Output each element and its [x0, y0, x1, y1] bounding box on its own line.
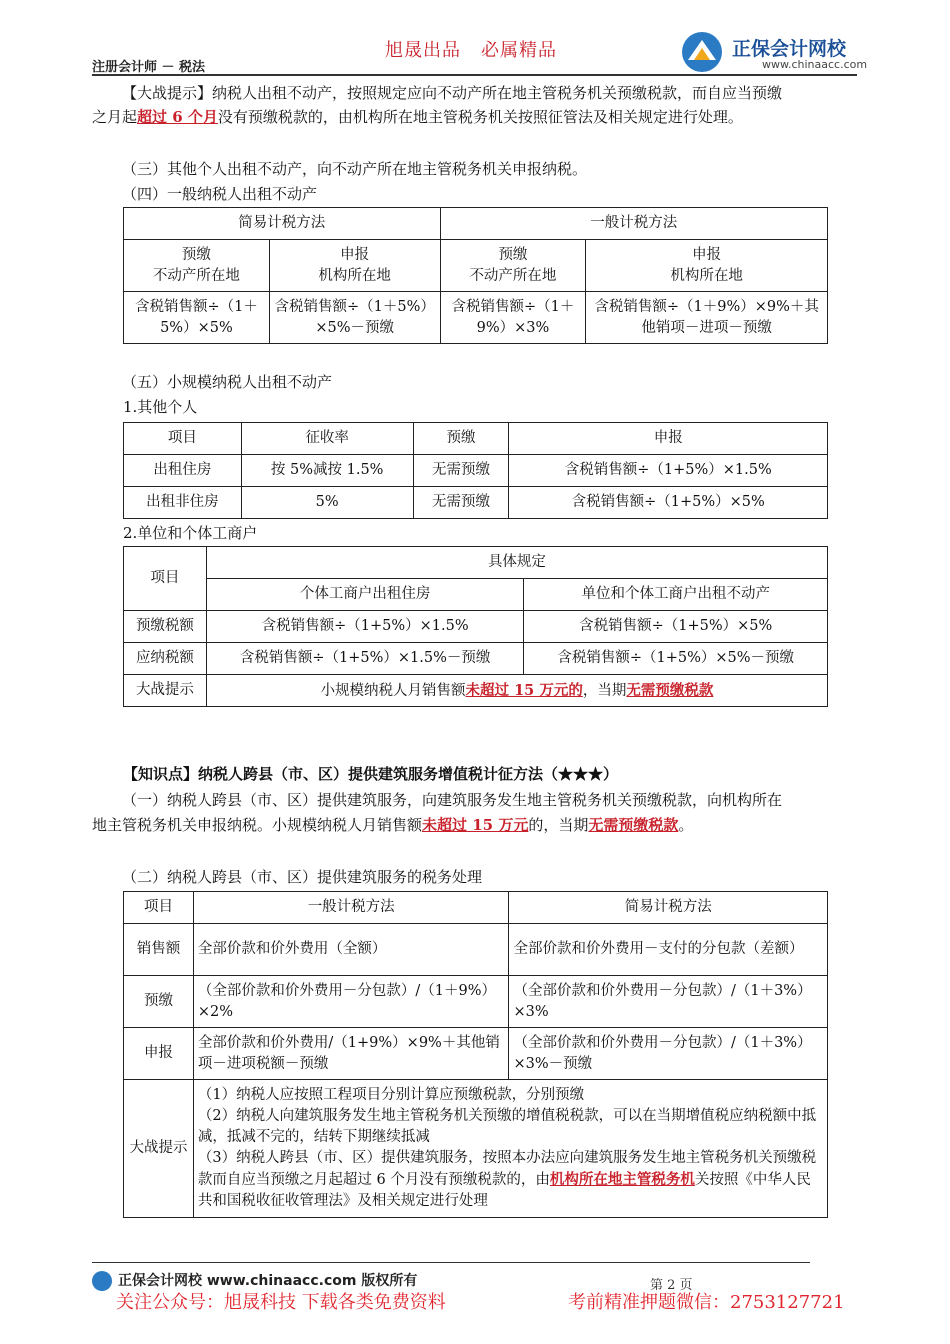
- table-cell: 无需预缴: [413, 487, 509, 519]
- th-rules: 具体规定: [206, 547, 827, 579]
- table-cell: 预缴: [124, 976, 194, 1028]
- table-row: [124, 675, 828, 707]
- para-text: 。: [678, 816, 694, 834]
- logo-name: 正保会计网校: [732, 38, 847, 60]
- promo-right: 考前精准押题微信：2753127721: [568, 1292, 845, 1313]
- table-cell: （全部价款和价外费用－分包款）/（1＋3%）×3%: [509, 976, 828, 1028]
- knowledge-p2: [92, 812, 862, 838]
- th-general: 一般计税方法: [440, 208, 827, 240]
- table-row: [124, 976, 828, 1028]
- footer-divider: [92, 1262, 810, 1263]
- table-cell: 含税销售额÷（1+5%）×1.5%: [206, 611, 524, 643]
- section-5: （五）小规模纳税人出租不动产: [122, 373, 333, 391]
- table-header: 项目: [124, 892, 194, 924]
- table-cell: 申报: [124, 1028, 194, 1080]
- general-taxpayer-table: [123, 207, 828, 344]
- table-header: 一般计税方法: [193, 892, 509, 924]
- th-item: 项目: [124, 547, 207, 611]
- footer-logo-icon: [92, 1271, 112, 1291]
- individual-rental-table: [123, 422, 828, 519]
- table-cell: 含税销售额÷（1＋5%）×5%－预缴: [269, 292, 440, 344]
- slogan-b: 必属精品: [481, 40, 557, 61]
- highlight-6-months: 超过 6 个月: [137, 108, 218, 126]
- table-cell: 出租非住房: [124, 487, 242, 519]
- th-unit-property: 单位和个体工商户出租不动产: [524, 579, 828, 611]
- highlight-15w: 未超过 15 万元的: [465, 681, 583, 699]
- logo-url: www.chinaacc.com: [762, 58, 868, 71]
- table-cell: 应纳税额: [124, 643, 207, 675]
- table-cell: 含税销售额÷（1＋5%）×5%: [124, 292, 270, 344]
- table-cell: （全部价款和价外费用－分包款）/（1＋9%）×2%: [193, 976, 509, 1028]
- table-cell: 出租住房: [124, 455, 242, 487]
- table-row: [124, 1080, 828, 1218]
- tip-label: 【大战提示】: [122, 84, 213, 102]
- header-divider: [92, 74, 857, 76]
- table-cell: 含税销售额÷（1+5%）×1.5%－预缴: [206, 643, 524, 675]
- tip-item: （2）纳税人向建筑服务发生地主管税务机关预缴的增值税税款，可以在当期增值税应纳税额中抵减，抵减不完的，结转下期继续抵减: [197, 1108, 817, 1145]
- table-cell: 大战提示: [124, 1080, 194, 1218]
- tip-rental-line2: [92, 104, 862, 130]
- table-cell: 无需预缴: [413, 455, 509, 487]
- table-row: [124, 924, 828, 976]
- table-cell: 大战提示: [124, 675, 207, 707]
- th-prepay: 预缴 不动产所在地: [124, 240, 270, 292]
- page-number: 第 2 页: [650, 1278, 693, 1293]
- table-header: 预缴: [413, 423, 509, 455]
- para-text: 地主管税务机关申报纳税。小规模纳税人月销售额: [92, 816, 423, 834]
- table-cell: 含税销售额÷（1+5%）×5%: [509, 487, 828, 519]
- table-cell: 含税销售额÷（1＋9%）×3%: [440, 292, 586, 344]
- tip-item: [198, 1148, 823, 1212]
- tip-text: ，当期: [582, 682, 627, 699]
- table-cell: 5%: [241, 487, 413, 519]
- unit-rental-table: [123, 546, 828, 707]
- th-declare: 申报 机构所在地: [269, 240, 440, 292]
- table-cell: 预缴税额: [124, 611, 207, 643]
- table-header: 申报: [509, 423, 828, 455]
- tip-rental-line1: [92, 80, 862, 106]
- table-cell: 按 5%减按 1.5%: [241, 455, 413, 487]
- knowledge-title: 【知识点】纳税人跨县（市、区）提供建筑服务增值税计征方法（★★★）: [123, 765, 619, 783]
- tip-text: 之月起: [92, 108, 138, 126]
- th-declare: 申报 机构所在地: [586, 240, 828, 292]
- para-text: 的，当期: [528, 816, 589, 834]
- knowledge-p3: （二）纳税人跨县（市、区）提供建筑服务的税务处理: [122, 868, 483, 886]
- tip-cell: [193, 1080, 827, 1218]
- table-cell: 全部价款和价外费用（全额）: [193, 924, 509, 976]
- logo-emblem-icon: [680, 30, 728, 74]
- tip-item: （1）纳税人应按照工程项目分别计算应预缴税款，分别预缴: [197, 1087, 585, 1103]
- knowledge-p1: （一）纳税人跨县（市、区）提供建筑服务，向建筑服务发生地主管税务机关预缴税款，向机构所在: [122, 791, 783, 809]
- tip-text: （3）纳税人跨县（市、区）提供建筑服务，按照本办法应向建筑服务发生地主管税务机关预缴税款而自应当预缴之月起超过 6 个月没有预缴税款的，由: [197, 1150, 817, 1188]
- table-cell: 全部价款和价外费用－支付的分包款（差额）: [509, 924, 828, 976]
- table-cell: 含税销售额÷（1＋9%）×9%＋其他销项－进项－预缴: [586, 292, 828, 344]
- table-header: 征收率: [241, 423, 413, 455]
- section-3: （三）其他个人出租不动产，向不动产所在地主管税务机关申报纳税。: [122, 160, 588, 178]
- table-row: [124, 643, 828, 675]
- doc-subject: 注册会计师 － 税法: [92, 60, 206, 75]
- slogan-a: 旭晟出品: [385, 40, 461, 61]
- publisher-slogan: [385, 36, 577, 62]
- section-4: （四）一般纳税人出租不动产: [122, 185, 318, 203]
- table-cell: 全部价款和价外费用/（1+9%）×9%＋其他销项－进项税额－预缴: [193, 1028, 509, 1080]
- tip-text: 没有预缴税款的，由机构所在地主管税务机关按照征管法及相关规定进行处理。: [217, 108, 743, 126]
- highlight-institution: 机构所在地主管税务机: [549, 1171, 695, 1188]
- table-row: [124, 1028, 828, 1080]
- highlight-no-prepay: 无需预缴税款: [626, 681, 714, 699]
- table-row: [124, 455, 828, 487]
- th-prepay: 预缴 不动产所在地: [440, 240, 586, 292]
- table-header: 项目: [124, 423, 242, 455]
- table-header: 简易计税方法: [509, 892, 828, 924]
- footer-copyright: 正保会计网校 www.chinaacc.com 版权所有: [118, 1273, 418, 1289]
- brand-logo: [680, 30, 868, 74]
- table-row: [124, 611, 828, 643]
- subsection-1: 1.其他个人: [123, 398, 198, 416]
- construction-service-table: [123, 891, 828, 1218]
- tip-text: 小规模纳税人月销售额: [320, 682, 466, 699]
- tip-text: 关按照《中华人民共和国税收征收管理法》及相关规定进行处理: [197, 1172, 811, 1209]
- table-cell: 含税销售额÷（1+5%）×5%: [524, 611, 828, 643]
- table-cell: 含税销售额÷（1+5%）×5%－预缴: [524, 643, 828, 675]
- th-simple: 简易计税方法: [124, 208, 441, 240]
- table-cell: 销售额: [124, 924, 194, 976]
- tip-cell: [206, 675, 827, 707]
- promo-left: 关注公众号：旭晟科技 下载各类免费资料: [116, 1292, 446, 1313]
- table-cell: 含税销售额÷（1+5%）×1.5%: [509, 455, 828, 487]
- subsection-2: 2.单位和个体工商户: [123, 524, 258, 542]
- highlight-no-prepay: 无需预缴税款: [588, 816, 679, 834]
- th-individual-housing: 个体工商户出租住房: [206, 579, 524, 611]
- highlight-15w: 未超过 15 万元: [422, 816, 529, 834]
- tip-text: 纳税人出租不动产，按照规定应向不动产所在地主管税务机关预缴税款，而自应当预缴: [212, 84, 783, 102]
- table-cell: （全部价款和价外费用－分包款）/（1＋3%）×3%－预缴: [509, 1028, 828, 1080]
- table-row: [124, 487, 828, 519]
